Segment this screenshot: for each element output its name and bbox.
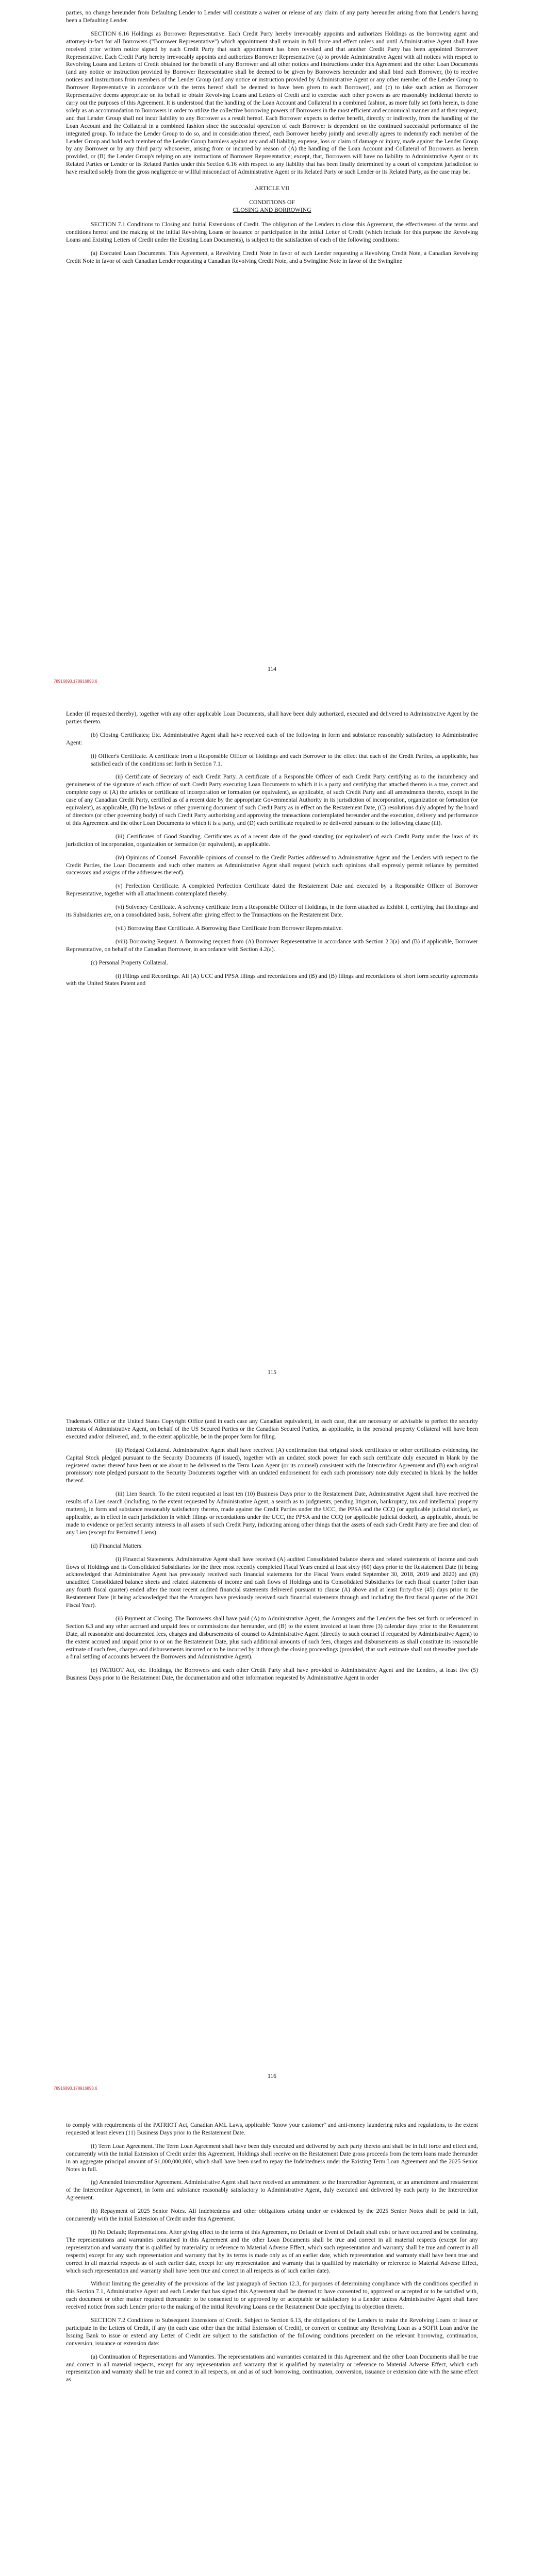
clause-b-vii: (vii) Borrowing Base Certificate. A Borrowing Base Certificate from Borrower Representative. bbox=[116, 924, 343, 931]
clause-b-closing-certificates: (b) Closing Certificates; Etc. Administrative Agent shall have received each of the following in form and substance reasonably satisfactory to Administrative Agent: bbox=[66, 731, 478, 746]
clause-a-continuation: (a) Continuation of Representations and Warranties. The representations and warranties contained in this Agreement and the other Loan Documents shall be true and correct in all material respects, except for any representation and warranty that is qualified by materiality or reference to Material Adverse Effect, which such representation and warranty shall be true and correct in all respects, on and as of such borrowing, continuation, conversion, issuance or extension date with the same effect as bbox=[66, 2353, 478, 2383]
clause-b-ii: (ii) Certificate of Secretary of each Credit Party. A certificate of a Responsible Officer of each Credit Party certifying as to the incumbency and genuineness of the signature of each officer of such Credit Party executing Loan Documents to which it is a party and certifying that attached thereto is a true, correct and complete copy of (A) the articles or certificate of incorporation or formation (or equivalent), as applicable, of such Credit Party and all amendments thereto, except in the case of any Canadian Credit Party, certified as of a recent date by the appropriate Governmental Authority in its jurisdiction of incorporation, organization or formation (or equivalent), as applicable, (B) the bylaws or other governing document of such Credit Party as in effect on the Restatement Date, (C) resolutions duly adopted by the board of directors (or other governing body) of such Credit Party authorizing and approving the transactions contemplated hereunder and the execution, delivery and performance of this Agreement and the other Loan Documents to which it is a party, and (D) each certificate required to be delivered pursuant to the following clause (iii). bbox=[66, 773, 478, 826]
page-number: 116 bbox=[268, 2073, 276, 2079]
clause-i-no-default: (i) No Default; Representations. After giving effect to the terms of this Agreement, no Default or Event of Default shall exist or have occurred and be continuing. The representations and warranties contained in this Agreement and the other Loan Documents shall be true and correct in all material respects (except for any representation and warranty that is qualified by materiality or reference to Material Adverse Effect, which such representation and warranty shall be true and correct in all respects) except for any such representation and warranty that by its terms is made only as of an earlier date, which representation and warranty shall have been true and correct in all material respects as of such earlier date, except for any representation and warranty that is qualified by materiality or reference to Material Adverse Effect, which such representation and warranty shall have been true and correct in all respects as of such earlier date). bbox=[66, 2228, 478, 2274]
section-7-1: SECTION 7.1 Conditions to Closing and Initial Extensions of Credit. The obligation of the Lenders to close this Agreement, the effectiveness of the terms and conditions hereof and the making of the initial Revolving Loans or issuance or participation in the initial Letter of Credit (which include for this purpose the Revolving Loans and Existing Letters of Credit under the Existing Loan Documents), is subject to the satisfaction of each of the following conditions: bbox=[66, 221, 478, 243]
section-6-16: SECTION 6.16 Holdings as Borrower Representative. Each Credit Party hereby irrevocably appoints and authorizes Holdings as the borrowing agent and attorney-in-fact for all Borrowers ("Borrower Representative") which appointment shall remain in full force and effect unless and until Administrative Agent shall have received prior written notice signed by each Credit Party that such appointment has been revoked and that another Credit Party has been appointed Borrower Representative. Each Credit Party hereby irrevocably appoints and authorizes Borrower Representative (a) to provide Administrative Agent with all notices with respect to Revolving Loans and Letters of Credit obtained for the benefit of any Borrower and all other notices and instructions under this Agreement and the other Loan Documents (and any notice or instruction provided by Borrower Representative shall be deemed to be given by Borrowers hereunder and shall bind each Borrower, (b) to receive notices and instructions from members of the Lender Group (and any notice or instruction provided by Administrative Agent or any other member of the Lender Group to Borrower Representative in accordance with the terms hereof shall be deemed to have been given to each Borrower), and (c) to take such action as Borrower Representative deems appropriate on its behalf to obtain Revolving Loans and Letters of Credit and to exercise such other powers as are reasonably incidental thereto to carry out the purposes of this Agreement. It is understood that the handling of the Loan Account and Collateral in a combined fashion, as more fully set forth herein, is done solely as an accommodation to Borrowers in order to utilize the collective borrowing powers of Borrowers in the most efficient and economical manner and at their request, and that Lender Group shall not incur liability to any Borrower as a result hereof. Each Borrower expects to derive benefit, directly or indirectly, from the handling of the Loan Account and the Collateral in a combined fashion since the successful operation of each Borrower is dependent on the continued successful performance of the integrated group. To induce the Lender Group to do so, and in consideration thereof, each Borrower hereby jointly and severally agrees to indemnify each member of the Lender Group and hold each member of the Lender Group harmless against any and all liability, expense, loss or claim of damage or injury, made against the Lender Group by any Borrower or by any third party whosoever, arising from or incurred by reason of (A) the handling of the Loan Account and Collateral of Borrowers as herein provided, or (B) the Lender Group's relying on any instructions of Borrower Representative; except, that, Borrowers will have no liability to Administrative Agent or its Related Parties or Lender or its Related Parties under this Section 6.16 with respect to any liability that has been finally determined by a court of competent jurisdiction to have resulted solely from the gross negligence or willful misconduct of Administrative Agent or its Related Party or such Lender or its Related Party, as the case may be. bbox=[66, 30, 478, 176]
document-page-1 bbox=[0, 0, 544, 703]
clause-b-iv: (iv) Opinions of Counsel. Favorable opinions of counsel to the Credit Parties addressed to Administrative Agent and the Lenders with respect to the Credit Parties, the Loan Documents and such other matters as Administrative Agent shall request (which such opinions shall expressly permit reliance by permitted successors and assigns of the addressees thereof). bbox=[66, 854, 478, 876]
document-code: 78916893.178916893.6 bbox=[54, 2086, 97, 2091]
document-page-3 bbox=[0, 1406, 544, 2110]
clause-g-intercreditor: (g) Amended Intercreditor Agreement. Administrative Agent shall have received an amendment to the Intercreditor Agreement, or an amendment and restatement of the Intercreditor Agreement, in form and substance reasonably satisfactory to Administrative Agent, duly executed and delivered by each party to the Intercreditor Agreement. bbox=[66, 2179, 478, 2201]
clause-b-iii: (iii) Certificates of Good Standing. Certificates as of a recent date of the good standing (or equivalent) of each Credit Party under the laws of its jurisdiction of incorporation, organization or formation (or equivalent), as applicable. bbox=[66, 833, 478, 848]
clause-c-personal-property: (c) Personal Property Collateral. bbox=[91, 959, 169, 966]
clause-d-ii: (ii) Payment at Closing. The Borrowers shall have paid (A) to Administrative Agent, the Arrangers and the Lenders the fees set forth or referenced in Section 6.3 and any other accrued and unpaid fees or commissions due hereunder, and (B) to the extent invoiced at least three (3) calendar days prior to the Restatement Date, all reasonable and documented fees, charges and disbursements of counsel to Administrative Agent (directly to such counsel if requested by Administrative Agent) to the extent accrued and unpaid prior to or on the Restatement Date, plus such additional amounts of such fees, charges and disbursements as shall constitute its reasonable estimate of such fees, charges and disbursements incurred or to be incurred by it through the closing proceedings (provided, that such estimate shall not thereafter preclude a final settling of accounts between the Borrowers and Administrative Agent). bbox=[66, 1615, 478, 1660]
document-page-2 bbox=[0, 703, 544, 1406]
clause-d-financial-matters: (d) Financial Matters. bbox=[91, 1542, 143, 1549]
clause-b-i: (i) Officer's Certificate. A certificate from a Responsible Officer of Holdings and each Borrower to the effect that each of the Credit Parties, as applicable, has satisfied each of the conditions set forth in Section 7.1. bbox=[91, 752, 478, 767]
clause-d-i: (i) Financial Statements. Administrative Agent shall have received (A) audited Consolidated balance sheets and related statements of income and cash flows of Holdings and its Consolidated Subsidiaries for the three most recently completed Fiscal Years ended at least sixty (60) days prior to the Restatement Date (it being acknowledged that Administrative Agent has previously received such financial statements for the Fiscal Years ended September 30, 2018, 2019 and 2020) and (B) unaudited Consolidated balance sheets and related statements of income and cash flows of Holdings and its Consolidated Subsidiaries for each fiscal quarter (other than any fourth fiscal quarter) ended after the most recent audited financial statements delivered pursuant to clause (A) above and at least forty-five (45) days prior to the Restatement Date (it being acknowledged that the Arrangers have previously received such financial statements through and including the first fiscal quarter of the 2021 Fiscal Year). bbox=[66, 1555, 478, 1609]
clause-c-i: (i) Filings and Recordings. All (A) UCC and PPSA filings and recordations and (B) and (B) filings and recordations of short form security agreements with the United States Patent and bbox=[66, 972, 478, 987]
page-number: 114 bbox=[268, 666, 276, 672]
document-page-4 bbox=[0, 2110, 544, 2576]
clause-a-executed-loan-documents: (a) Executed Loan Documents. This Agreement, a Revolving Credit Note in favor of each Lender requesting a Revolving Credit Note, a Canadian Revolving Credit Note in favor of each Canadian Lender requesting a Canadian Revolving Credit Note, and a Swingline Note in favor of the Swingline bbox=[66, 249, 478, 264]
paragraph-continuation: to comply with requirements of the PATRIOT Act, Canadian AML Laws, applicable "know your customer" and anti-money laundering rules and regulations, to the extent requested at least eleven (11) Business Days prior to the Restatement Date. bbox=[66, 2122, 478, 2136]
clause-b-v: (v) Perfection Certificate. A completed Perfection Certificate dated the Restatement Date and executed by a Responsible Officer of Borrower Representative, together with all attachments contemplated thereby. bbox=[66, 883, 478, 897]
clause-c-iii: (iii) Lien Search. To the extent requested at least ten (10) Business Days prior to the Restatement Date, Administrative Agent shall have received the results of a Lien search (including, to the extent requested by Administrative Agent, a search as to judgments, pending litigation, bankruptcy, tax and intellectual property matters), in form and substance reasonably satisfactory thereto, made against the Credit Parties under the UCC, the PPSA and the CCQ (or applicable judicial docket), as applicable, as in effect in each jurisdiction in which filings or recordations under the UCC, the PPSA and the CCQ (or applicable judicial docket), as applicable, should be made to evidence or perfect security interests in all assets of such Credit Party, indicating among other things that the assets of each such Credit Party are free and clear of any Lien (except for Permitted Liens). bbox=[66, 1490, 478, 1536]
section-7-2: SECTION 7.2 Conditions to Subsequent Extensions of Credit. Subject to Section 6.13, the obligations of the Lenders to make the Revolving Loans or issue or participate in the Letters of Credit, if any (in each case other than the initial Extension of Credit), or convert or continue any Revolving Loan as a SOFR Loan and/or the Issuing Bank to issue or extend any Letter of Credit are subject to the satisfaction of the following conditions precedent on the relevant borrowing, continuation, conversion, issuance or extension date: bbox=[66, 2317, 478, 2347]
paragraph-defaulting-lender: parties, no change hereunder from Defaulting Lender to Lender will constitute a waiver or release of any claim of any party hereunder arising from that Lender's having been a Defaulting Lender. bbox=[66, 9, 478, 24]
clause-b-viii: (viii) Borrowing Request. A Borrowing request from (A) Borrower Representative in accordance with Section 2.3(a) and (B) if applicable, Borrower Representative, on behalf of the Canadian Borrower, in accordance with Section 4.2(a). bbox=[66, 938, 478, 953]
clause-c-ii: (ii) Pledged Collateral. Administrative Agent shall have received (A) confirmation that original stock certificates or other certificates evidencing the Capital Stock pledged pursuant to the Security Documents (if issued), together with an undated stock power for each such certificate duly executed in blank by the registered owner thereof have been or are about to be delivered to the Term Loan Agent (or its counsel) consistent with the Intercreditor Agreement and (B) each original promissory note pledged pursuant to the Security Documents together with an undated endorsement for each such promissory note duly executed in blank by the holder thereof. bbox=[66, 1446, 478, 1484]
page-number: 115 bbox=[268, 1369, 276, 1376]
article-title-line-1: CONDITIONS OF bbox=[249, 199, 295, 206]
document-code: 78916893.178916893.6 bbox=[54, 679, 97, 684]
article-title-line-2: CLOSING AND BORROWING bbox=[233, 207, 311, 214]
clause-h-repayment: (h) Repayment of 2025 Senior Notes. All Indebtedness and other obligations arising under or evidenced by the 2025 Senior Notes shall be paid in full, concurrently with the initial Extension of Credit under this Agreement. bbox=[66, 2208, 478, 2223]
clause-e-patriot-act: (e) PATRIOT Act, etc. Holdings, the Borrowers and each other Credit Party shall have provided to Administrative Agent and the Lenders, at least five (5) Business Days prior to the Restatement Date, the documentation and other information requested by Administrative Agent in order bbox=[66, 1667, 478, 1682]
paragraph-continuation: Lender (if requested thereby), together with any other applicable Loan Documents, shall have been duly authorized, executed and delivered to Administrative Agent by the parties thereto. bbox=[66, 710, 478, 725]
article-heading: ARTICLE VII bbox=[254, 185, 290, 192]
paragraph-without-limiting: Without limiting the generality of the provisions of the last paragraph of Section 12.3, for purposes of determining compliance with the conditions specified in this Section 7.1, Administrative Agent and each Lender that has signed this Agreement shall be deemed to have consented to, approved or accepted or to be satisfied with, each document or other matter required thereunder to be consented to or approved by or acceptable or satisfactory to a Lender unless Administrative Agent shall have received notice from such Lender prior to the making of the initial Revolving Loans on the Restatement Date specifying its objection thereto. bbox=[66, 2280, 478, 2311]
paragraph-continuation: Trademark Office or the United States Copyright Office (and in each case any Canadian equivalent), in each case, that are necessary or advisable to perfect the security interests of Administrative Agent, on behalf of the US Secured Parties or the Canadian Secured Parties, as applicable, in the personal property Collateral will have been executed and/or delivered, and, to the extent applicable, be in the proper form for filing. bbox=[66, 1418, 478, 1440]
clause-b-vi: (vi) Solvency Certificate. A solvency certificate from a Responsible Officer of Holdings, in the form attached as Exhibit I, certifying that Holdings and its Subsidiaries are, on a consolidated basis, Solvent after giving effect to the Transactions on the Restatement Date. bbox=[66, 904, 478, 919]
clause-f-term-loan: (f) Term Loan Agreement. The Term Loan Agreement shall have been duly executed and delivered by each party thereto and shall be in full force and effect and, concurrently with the initial Extension of Credit under this Agreement, Holdings shall receive on the Restatement Date gross proceeds from the term loans made thereunder in an aggregate principal amount of $1,000,000,000, which shall have been used to repay the Indebtedness under the Existing Term Loan Agreement and the 2025 Senior Notes in full. bbox=[66, 2142, 478, 2173]
